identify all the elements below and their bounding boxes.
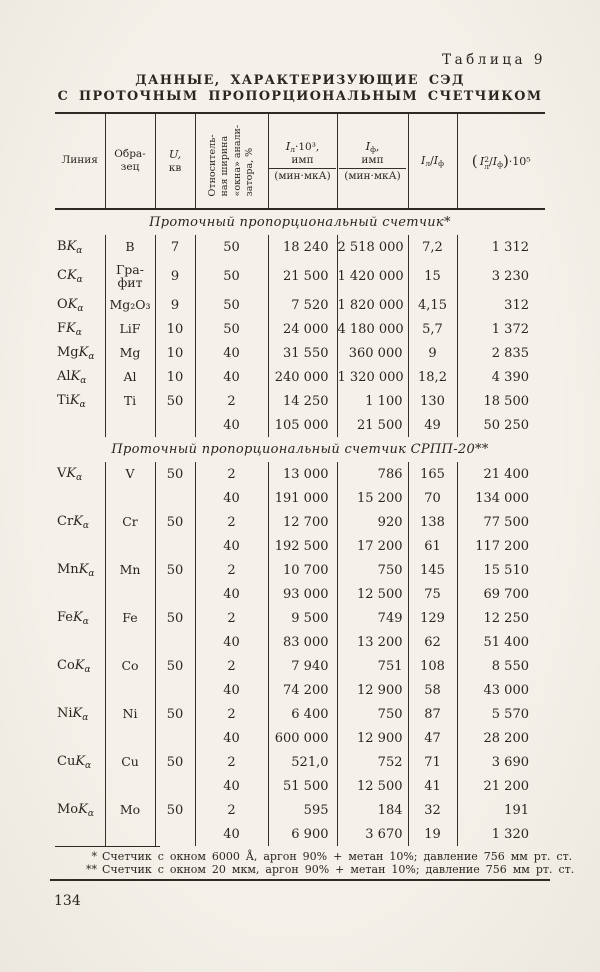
cell-sample: Fe: [105, 606, 155, 630]
table-row: [55, 293, 545, 317]
cell-line: [55, 582, 105, 606]
cell-i-line: 192 500: [268, 534, 337, 558]
cell-line: $BK_\alpha$: [57, 238, 83, 256]
cell-line: $FK_\alpha$: [57, 320, 82, 338]
cell-window: 50: [195, 293, 268, 317]
cell-voltage: 50: [155, 510, 195, 534]
table-row: [55, 798, 545, 822]
cell-window: 40: [195, 365, 268, 389]
cell-voltage: [155, 678, 195, 702]
cell-ratio: 9: [408, 341, 457, 365]
cell-sample: [105, 726, 155, 750]
cell-window: 40: [195, 726, 268, 750]
cell-voltage: 50: [155, 389, 195, 413]
cell-ratio: 41: [408, 774, 457, 798]
table-row: [55, 365, 545, 389]
col-header-window: [195, 113, 268, 209]
cell-sample: Mg: [105, 341, 155, 365]
cell-window: 2: [195, 750, 268, 774]
cell-ratio: 129: [408, 606, 457, 630]
cell-i-line: 6 900: [268, 822, 337, 846]
cell-voltage: [155, 726, 195, 750]
table-header: [55, 113, 545, 209]
cell-i-line: 14 250: [268, 389, 337, 413]
cell-quality: 43 000: [457, 678, 545, 702]
cell-voltage: 50: [155, 750, 195, 774]
cell-i-line: 31 550: [268, 341, 337, 365]
cell-ratio: 49: [408, 413, 457, 437]
cell-window: 50: [195, 259, 268, 293]
cell-ratio: 62: [408, 630, 457, 654]
table-row: [55, 510, 545, 534]
cell-i-fon: 4 180 000: [337, 317, 408, 341]
cell-i-fon: 12 900: [337, 726, 408, 750]
cell-voltage: 9: [155, 293, 195, 317]
cell-quality: 18 500: [457, 389, 545, 413]
cell-line: TiK$_\alpha$: [57, 392, 86, 410]
cell-line: CuK$_\alpha$: [57, 753, 92, 771]
page-number: 134: [54, 893, 81, 909]
footnotes: [55, 850, 575, 876]
cell-line: CrK$_\alpha$: [57, 513, 89, 531]
cell-sample: Mn: [105, 558, 155, 582]
cell-i-line: 240 000: [268, 365, 337, 389]
header-row: [55, 113, 545, 209]
table-row: [55, 630, 545, 654]
cell-sample: [105, 774, 155, 798]
table-row: [55, 750, 545, 774]
cell-i-line: 12 700: [268, 510, 337, 534]
section-heading-row: [55, 437, 545, 462]
cell-i-fon: 3 670: [337, 822, 408, 846]
col-header-voltage: U, кв: [155, 113, 195, 209]
cell-window: 40: [195, 678, 268, 702]
cell-ratio: 15: [408, 259, 457, 293]
col-header-sample: Обра- зец: [105, 113, 155, 209]
cell-quality: 2 835: [457, 341, 545, 365]
col-header-i-line: $I_л\cdot 10^3$, имп (мин·мкА): [268, 113, 337, 209]
col-header-quality: ( I 2 л $/I_ф)\cdot 10^5$: [457, 113, 545, 209]
document-title-line1: ДАННЫЕ, ХАРАКТЕРИЗУЮЩИЕ СЭД: [135, 73, 465, 88]
cell-window: 2: [195, 606, 268, 630]
cell-i-fon: 751: [337, 654, 408, 678]
cell-voltage: [155, 630, 195, 654]
table-row: [55, 606, 545, 630]
cell-voltage: 10: [155, 341, 195, 365]
cell-sample: Ti: [105, 389, 155, 413]
cell-window: 40: [195, 582, 268, 606]
cell-ratio: 7,2: [408, 235, 457, 259]
table-row: [55, 822, 545, 846]
cell-ratio: 32: [408, 798, 457, 822]
cell-line: [55, 630, 105, 654]
table-row: [55, 582, 545, 606]
cell-voltage: [155, 486, 195, 510]
cell-voltage: 50: [155, 462, 195, 486]
cell-line: AlK$_\alpha$: [57, 368, 87, 386]
cell-i-line: 24 000: [268, 317, 337, 341]
cell-quality: 8 550: [457, 654, 545, 678]
cell-ratio: 4,15: [408, 293, 457, 317]
cell-i-fon: 749: [337, 606, 408, 630]
cell-sample: Al: [105, 365, 155, 389]
col-header-line-label: Линия: [61, 154, 98, 167]
cell-i-line: 13 000: [268, 462, 337, 486]
cell-i-line: 83 000: [268, 630, 337, 654]
cell-voltage: [155, 774, 195, 798]
cell-i-line: 7 520: [268, 293, 337, 317]
cell-i-fon: 2 518 000: [337, 235, 408, 259]
cell-ratio: 70: [408, 486, 457, 510]
cell-sample: Ni: [105, 702, 155, 726]
cell-voltage: 7: [155, 235, 195, 259]
cell-voltage: 50: [155, 654, 195, 678]
cell-voltage: [155, 413, 195, 437]
cell-sample: Гра- фит: [105, 259, 155, 293]
rotated-window-header: Относитель- ная ширина «окна» анали- затора, %: [206, 125, 255, 197]
table-row: [55, 558, 545, 582]
cell-quality: 1 372: [457, 317, 545, 341]
cell-voltage: 50: [155, 558, 195, 582]
cell-line: [55, 486, 105, 510]
cell-sample: Cu: [105, 750, 155, 774]
cell-window: 40: [195, 486, 268, 510]
cell-sample: Mo: [105, 798, 155, 822]
cell-sample: [105, 822, 155, 846]
cell-voltage: 10: [155, 317, 195, 341]
cell-i-line: 18 240: [268, 235, 337, 259]
footnote-2-text: Счетчик с окном 20 мкм, аргон 90% + метан 10%; давление 756 мм рт. ст.: [102, 863, 575, 876]
cell-ratio: 5,7: [408, 317, 457, 341]
cell-sample: [105, 678, 155, 702]
cell-ratio: 47: [408, 726, 457, 750]
cell-line: FeK$_\alpha$: [57, 609, 89, 627]
cell-sample: Co: [105, 654, 155, 678]
cell-quality: 117 200: [457, 534, 545, 558]
cell-i-line: 191 000: [268, 486, 337, 510]
cell-i-fon: 920: [337, 510, 408, 534]
cell-voltage: [155, 822, 195, 846]
cell-ratio: 61: [408, 534, 457, 558]
cell-voltage: 50: [155, 798, 195, 822]
cell-i-fon: 15 200: [337, 486, 408, 510]
cell-i-line: 595: [268, 798, 337, 822]
cell-sample: B: [105, 235, 155, 259]
cell-quality: 77 500: [457, 510, 545, 534]
cell-i-line: 93 000: [268, 582, 337, 606]
table-row: [55, 654, 545, 678]
cell-i-line: 21 500: [268, 259, 337, 293]
cell-window: 50: [195, 235, 268, 259]
cell-i-fon: 12 500: [337, 774, 408, 798]
cell-line: NiK$_\alpha$: [57, 705, 89, 723]
cell-quality: 191: [457, 798, 545, 822]
cell-sample: Mg₂O₃: [105, 293, 155, 317]
table-row: [55, 259, 545, 293]
cell-i-line: 7 940: [268, 654, 337, 678]
cell-quality: 3 690: [457, 750, 545, 774]
cell-i-fon: 750: [337, 558, 408, 582]
cell-quality: 50 250: [457, 413, 545, 437]
table-number-label: Таблица 9: [442, 52, 546, 68]
cell-ratio: 145: [408, 558, 457, 582]
section-title: Проточный пропорциональный счетчик СРПП-20**: [111, 442, 489, 457]
table-row: [55, 413, 545, 437]
cell-i-line: 10 700: [268, 558, 337, 582]
cell-voltage: [155, 534, 195, 558]
cell-i-line: 9 500: [268, 606, 337, 630]
cell-line: $OK_\alpha$: [57, 296, 84, 314]
cell-quality: 28 200: [457, 726, 545, 750]
cell-quality: 1 312: [457, 235, 545, 259]
cell-quality: 5 570: [457, 702, 545, 726]
cell-line: [55, 774, 105, 798]
cell-line: $CK_\alpha$: [57, 267, 83, 285]
cell-ratio: 18,2: [408, 365, 457, 389]
cell-i-fon: 750: [337, 702, 408, 726]
col-header-line: [55, 113, 105, 209]
cell-sample: Cr: [105, 510, 155, 534]
table-row: [55, 462, 545, 486]
cell-voltage: 50: [155, 702, 195, 726]
cell-ratio: 58: [408, 678, 457, 702]
cell-i-line: 74 200: [268, 678, 337, 702]
table-row: [55, 317, 545, 341]
document-title-line2: С ПРОТОЧНЫМ ПРОПОРЦИОНАЛЬНЫМ СЧЕТЧИКОМ: [57, 89, 543, 104]
cell-window: 2: [195, 462, 268, 486]
cell-window: 40: [195, 341, 268, 365]
cell-window: 2: [195, 510, 268, 534]
cell-i-fon: 17 200: [337, 534, 408, 558]
footnote-separator-rule: [55, 846, 160, 847]
table-row: [55, 702, 545, 726]
cell-line: MgK$_\alpha$: [57, 344, 95, 362]
table-row: [55, 341, 545, 365]
footnote-2-marker: **: [86, 863, 97, 876]
cell-window: 2: [195, 558, 268, 582]
section-title: Проточный пропорциональный счетчик*: [149, 215, 451, 230]
cell-quality: 4 390: [457, 365, 545, 389]
table-body: [55, 209, 545, 846]
cell-ratio: 130: [408, 389, 457, 413]
cell-i-fon: 1 100: [337, 389, 408, 413]
cell-line: [55, 726, 105, 750]
cell-ratio: 138: [408, 510, 457, 534]
cell-i-line: 600 000: [268, 726, 337, 750]
table-row: [55, 678, 545, 702]
cell-voltage: [155, 582, 195, 606]
cell-i-line: 51 500: [268, 774, 337, 798]
cell-quality: 21 400: [457, 462, 545, 486]
cell-sample: [105, 534, 155, 558]
cell-ratio: 19: [408, 822, 457, 846]
section-heading-row: [55, 209, 545, 235]
cell-line: CoK$_\alpha$: [57, 657, 91, 675]
cell-quality: 312: [457, 293, 545, 317]
cell-i-fon: 12 500: [337, 582, 408, 606]
table-row: [55, 726, 545, 750]
table-row: [55, 389, 545, 413]
cell-sample: [105, 582, 155, 606]
table-row: [55, 774, 545, 798]
cell-i-fon: 13 200: [337, 630, 408, 654]
cell-i-line: 6 400: [268, 702, 337, 726]
cell-voltage: 50: [155, 606, 195, 630]
cell-window: 2: [195, 389, 268, 413]
cell-sample: V: [105, 462, 155, 486]
cell-i-fon: 1 420 000: [337, 259, 408, 293]
cell-quality: 69 700: [457, 582, 545, 606]
cell-i-line: 521,0: [268, 750, 337, 774]
data-table: [55, 112, 545, 846]
footnote-1-text: Счетчик с окном 6000 Å, аргон 90% + метан 10%; давление 756 мм рт. ст.: [102, 850, 573, 863]
cell-i-fon: 752: [337, 750, 408, 774]
cell-window: 40: [195, 774, 268, 798]
table-row: [55, 534, 545, 558]
cell-line: [55, 678, 105, 702]
table-row: [55, 486, 545, 510]
cell-ratio: 87: [408, 702, 457, 726]
bottom-rule: [50, 879, 550, 881]
cell-quality: 3 230: [457, 259, 545, 293]
cell-i-fon: 786: [337, 462, 408, 486]
cell-voltage: 9: [155, 259, 195, 293]
cell-quality: 134 000: [457, 486, 545, 510]
cell-ratio: 108: [408, 654, 457, 678]
cell-i-fon: 21 500: [337, 413, 408, 437]
cell-ratio: 71: [408, 750, 457, 774]
footnote-2: [55, 863, 575, 876]
cell-window: 2: [195, 654, 268, 678]
col-header-ratio: $I_л/I_ф$: [408, 113, 457, 209]
table-row: [55, 235, 545, 259]
cell-ratio: 75: [408, 582, 457, 606]
cell-window: 2: [195, 798, 268, 822]
cell-sample: LiF: [105, 317, 155, 341]
footnote-1: [55, 850, 573, 863]
cell-i-line: 105 000: [268, 413, 337, 437]
cell-line: [55, 413, 105, 437]
cell-window: 50: [195, 317, 268, 341]
cell-ratio: 165: [408, 462, 457, 486]
cell-quality: 21 200: [457, 774, 545, 798]
cell-i-fon: 360 000: [337, 341, 408, 365]
cell-quality: 1 320: [457, 822, 545, 846]
cell-line: MoK$_\alpha$: [57, 801, 94, 819]
cell-line: MnK$_\alpha$: [57, 561, 95, 579]
cell-quality: 12 250: [457, 606, 545, 630]
cell-line: $VK_\alpha$: [57, 465, 83, 483]
cell-window: 2: [195, 702, 268, 726]
cell-i-fon: 184: [337, 798, 408, 822]
cell-window: 40: [195, 822, 268, 846]
cell-quality: 15 510: [457, 558, 545, 582]
cell-sample: [105, 486, 155, 510]
cell-line: [55, 534, 105, 558]
cell-i-fon: 1 820 000: [337, 293, 408, 317]
col-header-i-fon: $I_ф$, имп (мин·мкА): [337, 113, 408, 209]
cell-i-fon: 12 900: [337, 678, 408, 702]
cell-voltage: 10: [155, 365, 195, 389]
cell-i-fon: 1 320 000: [337, 365, 408, 389]
cell-sample: [105, 413, 155, 437]
cell-window: 40: [195, 413, 268, 437]
cell-window: 40: [195, 534, 268, 558]
cell-window: 40: [195, 630, 268, 654]
cell-line: [55, 822, 105, 846]
cell-sample: [105, 630, 155, 654]
footnote-1-marker: *: [91, 850, 97, 863]
cell-quality: 51 400: [457, 630, 545, 654]
